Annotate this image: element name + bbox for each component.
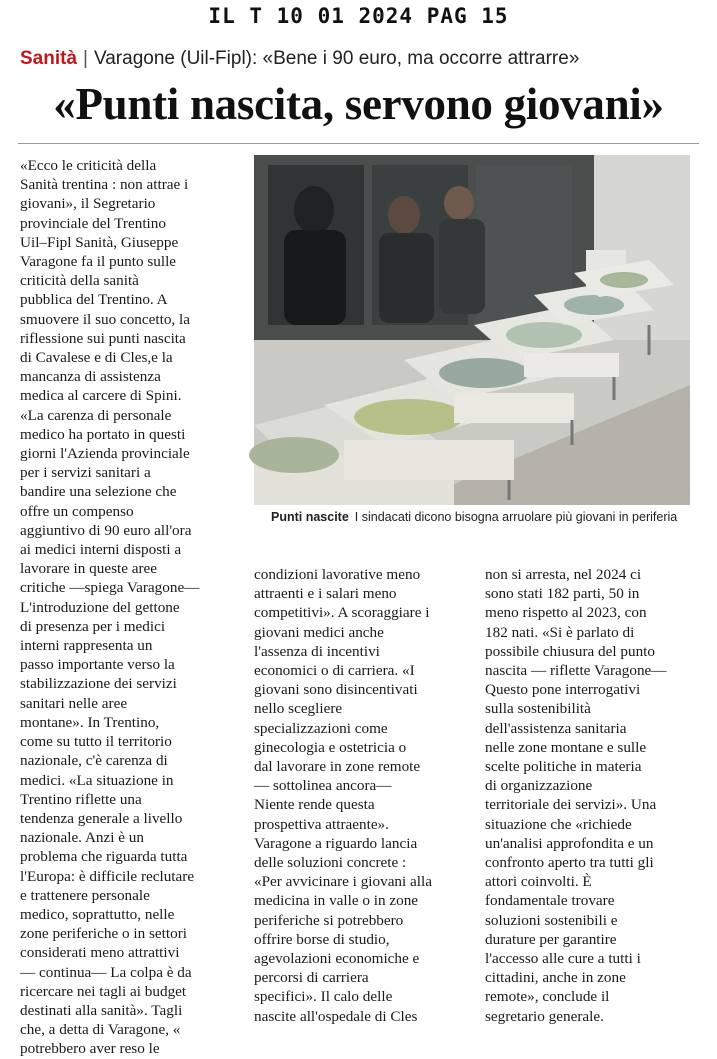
- article-line: sanitari nelle aree: [20, 694, 128, 712]
- article-line: provinciale del Trentino: [20, 214, 166, 232]
- article-line: nelle zone montane e sulle: [485, 738, 647, 756]
- article-line: bandire una selezione che: [20, 483, 177, 501]
- article-headline: «Punti nascita, servono giovani»: [53, 79, 664, 129]
- article-line: prospettiva attraente».: [254, 815, 389, 833]
- newborn-nursery-photo: [254, 155, 690, 505]
- article-line: fondamentale trovare: [485, 892, 615, 910]
- caption-title: Punti nascite: [271, 510, 349, 524]
- article-line: medici. «La situazione in: [20, 771, 174, 789]
- article-line: nazionale, c'è carenza di: [20, 752, 168, 770]
- article-line: segretario generale.: [485, 1007, 604, 1025]
- article-line: attori coinvolti. È: [485, 873, 592, 891]
- article-column-2: [254, 565, 476, 1025]
- article-line: criticità della sanità: [20, 272, 139, 290]
- kicker-text: Varagone (Uil-Fipl): «Bene i 90 euro, ma occorre attrarre»: [93, 48, 580, 69]
- article-line: medicina in valle o in zone: [254, 892, 419, 910]
- article-line: 182 nati. «Si è parlato di: [485, 623, 635, 641]
- article-line: l'Europa: è difficile reclutare: [20, 867, 195, 885]
- article-line: Questo pone interrogativi: [485, 681, 641, 699]
- article-line: sulla sostenibilità: [485, 700, 591, 718]
- article-line: soluzioni sostenibili e: [485, 911, 618, 929]
- section-label: Sanità: [20, 48, 78, 69]
- article-line: ai medici interni disposti a: [20, 541, 182, 559]
- article-line: critiche —spiega Varagone—: [20, 579, 200, 597]
- article-line: «La carenza di personale: [20, 406, 172, 424]
- article-line: Varagone fa il punto sulle: [20, 253, 177, 271]
- article-column-1: [20, 156, 242, 1058]
- article-line: medico ha portato in questi: [20, 425, 186, 443]
- caption-text: I sindacati dicono bisogna arruolare più giovani in periferia: [354, 510, 678, 524]
- article-line: — continua— La colpa è da: [20, 963, 192, 981]
- article-line: percorsi di carriera: [254, 969, 369, 987]
- article-line: situazione che «richiede: [485, 815, 632, 833]
- article-line: giovani medici anche: [254, 623, 384, 641]
- article-line: di Cavalese e di Cles,e la: [20, 349, 173, 367]
- article-line: tendenza generale a livello: [20, 809, 183, 827]
- article-line: agevolazioni economiche e: [254, 950, 420, 968]
- article-line: giorni l'Azienda provinciale: [20, 445, 190, 463]
- article-line: giovani», il Segretario: [20, 195, 156, 213]
- article-line: possibile chiusura del punto: [485, 642, 655, 660]
- article-line: territoriale dei servizi». Una: [485, 796, 657, 814]
- article-line: medico, soprattutto, nelle: [20, 905, 175, 923]
- article-line: zone periferiche o in settori: [20, 925, 187, 943]
- article-line: destinati alla sanità». Tagli: [20, 1001, 183, 1019]
- article-line: considerati meno attrattivi: [20, 944, 180, 962]
- article-line: come su tutto il territorio: [20, 733, 172, 751]
- article-line: offrire borse di studio,: [254, 930, 390, 948]
- article-line: un'analisi approfondita e un: [485, 834, 654, 852]
- article-line: durature per garantire: [485, 930, 617, 948]
- article-line: ricercare nei tagli ai budget: [20, 982, 187, 1000]
- article-line: economici o di carriera. «I: [254, 662, 415, 680]
- article-line: per i servizi sanitari a: [20, 464, 151, 482]
- article-line: di presenza per i medici: [20, 617, 166, 635]
- article-line: potrebbero aver reso le: [20, 1040, 160, 1058]
- article-line: che, a detta di Varagone, «: [20, 1021, 181, 1039]
- article-line: l'assenza di incentivi: [254, 642, 380, 660]
- article-line: nazionale. Anzi è un: [20, 829, 144, 847]
- article-line: sono stati 182 parti, 50 in: [485, 585, 640, 603]
- page-masthead: IL T 10 01 2024 PAG 15: [208, 4, 509, 28]
- article-line: Niente rende questa: [254, 796, 375, 814]
- article-line: offre un compenso: [20, 502, 134, 520]
- article-line: meno rispetto al 2023, con: [485, 604, 647, 622]
- article-line: montane». In Trentino,: [20, 713, 160, 731]
- article-line: Varagone a riguardo lancia: [254, 834, 418, 852]
- photo-caption: [271, 510, 701, 524]
- article-line: l'accesso alle cure a tutti i: [485, 950, 641, 968]
- article-line: nascite all'ospedale di Cles: [254, 1007, 418, 1025]
- article-line: giovani sono disincentivati: [254, 681, 418, 699]
- article-line: e trattenere personale: [20, 886, 150, 904]
- article-line: nello scegliere: [254, 700, 343, 718]
- article-line: Sanità trentina : non attrae i: [20, 176, 189, 194]
- article-line: scelte politiche in materia: [485, 758, 642, 776]
- article-line: lavorare in queste aree: [20, 560, 158, 578]
- article-line: «Ecco le criticità della: [20, 157, 157, 174]
- article-line: dal lavorare in zone remote: [254, 758, 421, 776]
- article-line: dell'assistenza sanitaria: [485, 719, 627, 737]
- article-line: nascita — riflette Varagone—: [485, 662, 667, 680]
- article-line: Trentino riflette una: [20, 790, 142, 808]
- kicker-separator: |: [83, 48, 88, 69]
- article-line: Uil–Fipl Sanità, Giuseppe: [20, 233, 179, 251]
- article-line: L'introduzione del gettone: [20, 598, 180, 616]
- article-line: ginecologia e ostetricia o: [254, 738, 407, 756]
- article-kicker: [20, 48, 700, 70]
- headline-divider: [18, 143, 699, 144]
- article-line: interni rappresenta un: [20, 637, 153, 655]
- article-line: pubblica del Trentino. A: [20, 291, 168, 309]
- article-line: passo importante verso la: [20, 656, 175, 674]
- article-line: aggiuntivo di 90 euro all'ora: [20, 521, 192, 539]
- article-line: smuovere il suo concetto, la: [20, 310, 190, 328]
- article-line: cittadini, anche in zone: [485, 969, 626, 987]
- article-line: stabilizzazione dei servizi: [20, 675, 177, 693]
- article-line: medica al carcere di Spini.: [20, 387, 182, 405]
- article-line: specifici». Il calo delle: [254, 988, 393, 1006]
- article-line: confronto aperto tra tutti gli: [485, 854, 654, 872]
- article-line: periferiche si potrebbero: [254, 911, 404, 929]
- article-line: non si arresta, nel 2024 ci: [485, 566, 642, 583]
- article-line: mancanza di assistenza: [20, 368, 161, 386]
- article-line: — sottolinea ancora—: [254, 777, 392, 795]
- article-line: problema che riguarda tutta: [20, 848, 188, 866]
- article-line: di organizzazione: [485, 777, 593, 795]
- article-line: attraenti e i salari meno: [254, 585, 397, 603]
- article-line: «Per avvicinare i giovani alla: [254, 873, 432, 891]
- article-line: specializzazioni come: [254, 719, 388, 737]
- article-line: riflessione sui punti nascita: [20, 329, 186, 347]
- article-line: remote», conclude il: [485, 988, 610, 1006]
- article-column-3: [485, 565, 699, 1025]
- article-line: competitivi». A scoraggiare i: [254, 604, 430, 622]
- article-line: delle soluzioni concrete :: [254, 854, 407, 872]
- article-line: condizioni lavorative meno: [254, 566, 421, 583]
